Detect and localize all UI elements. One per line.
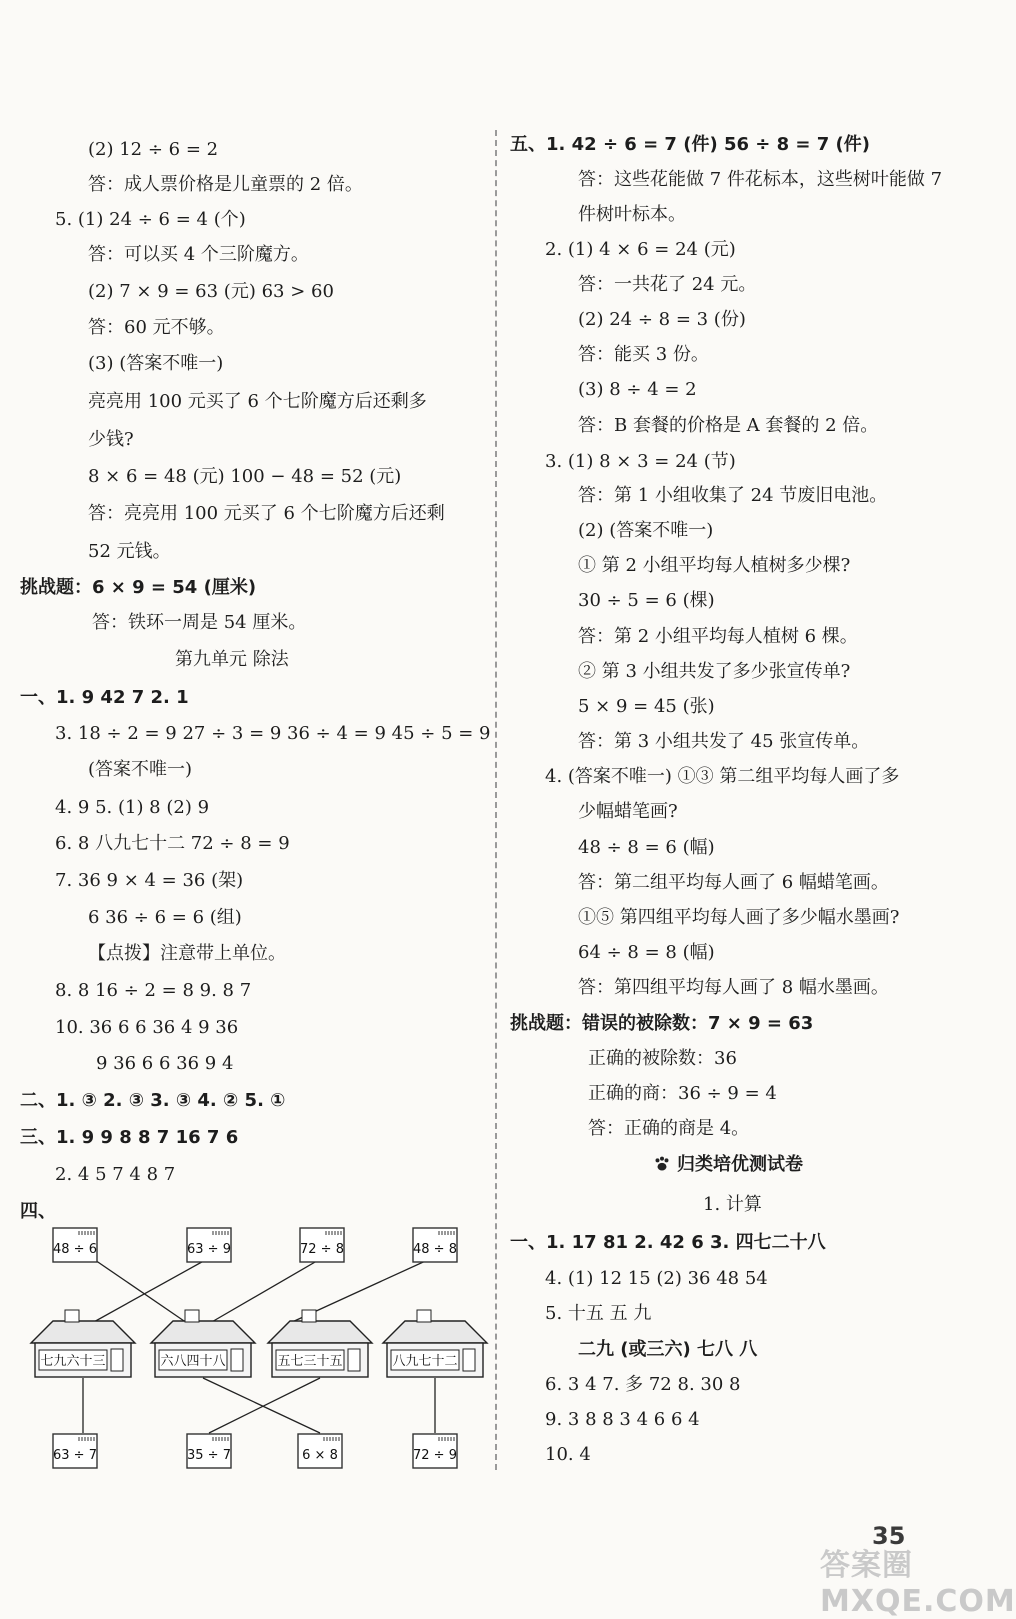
right-line: 3. (1) 8 × 3 = 24 (节) [545, 451, 736, 472]
bottom-card-text: 63 ÷ 7 [53, 1448, 97, 1463]
bottom-card [298, 1434, 342, 1468]
left-line: 四、 [20, 1201, 56, 1222]
top-card [53, 1228, 97, 1262]
left-line: 一、1. 9 42 7 2. 1 [20, 687, 189, 708]
left-line: 答：60 元不够。 [88, 317, 225, 338]
house [151, 1310, 255, 1377]
right-line: 10. 4 [545, 1444, 591, 1465]
right-line: 二九 (或三六) 七八 八 [578, 1339, 758, 1360]
right-line: 答：第 2 小组平均每人植树 6 棵。 [578, 626, 858, 647]
left-line: 6. 8 八九七十二 72 ÷ 8 = 9 [55, 833, 290, 854]
bottom-card-text: 72 ÷ 9 [413, 1448, 457, 1463]
left-line: 答：成人票价格是儿童票的 2 倍。 [88, 174, 363, 195]
right-line: 挑战题：错误的被除数：7 × 9 = 63 [510, 1013, 814, 1034]
house [268, 1310, 372, 1377]
right-line: 五、1. 42 ÷ 6 = 7 (件) 56 ÷ 8 = 7 (件) [510, 134, 870, 155]
right-line: 30 ÷ 5 = 6 (棵) [578, 590, 715, 611]
top-card [300, 1228, 344, 1262]
left-line: (答案不唯一) [88, 759, 193, 780]
bottom-card [413, 1434, 457, 1468]
right-line: 4. (答案不唯一) ①③ 第二组平均每人画了多 [545, 766, 900, 787]
right-line: 5 × 9 = 45 (张) [578, 696, 715, 717]
left-line: 7. 36 9 × 4 = 36 (架) [55, 870, 244, 891]
connector-lines [83, 1258, 435, 1433]
left-line: 亮亮用 100 元买了 6 个七阶魔方后还剩多 [88, 391, 427, 412]
right-line: (3) 8 ÷ 4 = 2 [578, 379, 697, 400]
left-line: 【点拨】注意带上单位。 [88, 943, 286, 964]
right-line: 一、1. 17 81 2. 42 6 3. 四七二十八 [510, 1232, 826, 1253]
left-line: (2) 12 ÷ 6 = 2 [88, 139, 219, 160]
right-line: 4. (1) 12 15 (2) 36 48 54 [545, 1268, 768, 1289]
left-line: (2) 7 × 9 = 63 (元) 63 > 60 [88, 281, 334, 302]
left-line: 三、1. 9 9 8 8 7 16 7 6 [20, 1127, 239, 1148]
unit-heading: 第九单元 除法 [175, 649, 289, 670]
left-line: 二、1. ③ 2. ③ 3. ③ 4. ② 5. ① [20, 1090, 286, 1111]
page-number: 35 [872, 1522, 906, 1550]
right-line: (2) 24 ÷ 8 = 3 (份) [578, 309, 746, 330]
left-line: 8. 8 16 ÷ 2 = 8 9. 8 7 [55, 980, 252, 1001]
house [383, 1310, 487, 1377]
right-line: 9. 3 8 8 3 4 6 6 4 [545, 1409, 700, 1430]
top-card-text: 63 ÷ 9 [187, 1242, 231, 1257]
house-label: 八九七十二 [392, 1354, 458, 1369]
right-line: 6. 3 4 7. 多 72 8. 30 8 [545, 1374, 741, 1395]
paw-icon [653, 1155, 671, 1173]
right-line: 答：能买 3 份。 [578, 344, 709, 365]
right-line: 答：这些花能做 7 件花标本，这些树叶能做 7 [578, 169, 943, 190]
right-line: 答：第 1 小组收集了 24 节废旧电池。 [578, 485, 888, 506]
left-line: 2. 4 5 7 4 8 7 [55, 1164, 176, 1185]
right-line: 正确的商：36 ÷ 9 = 4 [588, 1083, 777, 1104]
left-line: 10. 36 6 6 36 4 9 36 [55, 1017, 239, 1038]
left-line: 6 36 ÷ 6 = 6 (组) [88, 907, 242, 928]
bottom-card-text: 6 × 8 [302, 1448, 338, 1463]
bottom-card-text: 35 ÷ 7 [187, 1448, 231, 1463]
right-line: 2. (1) 4 × 6 = 24 (元) [545, 239, 736, 260]
watermark: 答案圈 MXQE.COM [820, 1548, 1016, 1619]
right-line: 答：正确的商是 4。 [588, 1118, 750, 1139]
right-line: 答：第四组平均每人画了 8 幅水墨画。 [578, 977, 889, 998]
top-card-text: 48 ÷ 8 [413, 1242, 457, 1257]
right-line: (2) (答案不唯一) [578, 520, 714, 541]
column-divider [495, 130, 497, 1470]
left-line: 少钱? [88, 429, 134, 450]
left-line: 5. (1) 24 ÷ 6 = 4 (个) [55, 209, 246, 230]
bottom-card [53, 1434, 97, 1468]
right-line: 答：第二组平均每人画了 6 幅蜡笔画。 [578, 872, 889, 893]
house [31, 1310, 135, 1377]
right-line: ①⑤ 第四组平均每人画了多少幅水墨画? [578, 907, 900, 928]
right-line: 64 ÷ 8 = 8 (幅) [578, 942, 715, 963]
top-card [413, 1228, 457, 1262]
left-line: 52 元钱。 [88, 541, 171, 562]
matching-diagram [15, 1218, 485, 1480]
house-label: 六八四十八 [160, 1354, 226, 1369]
right-line: 件树叶标本。 [578, 204, 686, 225]
right-line: ① 第 2 小组平均每人植树多少棵? [578, 555, 851, 576]
left-line: 4. 9 5. (1) 8 (2) 9 [55, 797, 210, 818]
right-line: 答：一共花了 24 元。 [578, 274, 757, 295]
left-line: 答：亮亮用 100 元买了 6 个七阶魔方后还剩 [88, 503, 445, 524]
house-label: 五七三十五 [277, 1354, 343, 1369]
left-line: 答：可以买 4 个三阶魔方。 [88, 244, 309, 265]
top-card [187, 1228, 231, 1262]
bottom-card [187, 1434, 231, 1468]
left-line: 挑战题：6 × 9 = 54 (厘米) [20, 577, 257, 598]
right-line: ② 第 3 小组共发了多少张宣传单? [578, 661, 851, 682]
right-line: 5. 十五 五 九 [545, 1303, 652, 1324]
section-subtitle: 1. 计算 [703, 1194, 762, 1215]
left-line: 8 × 6 = 48 (元) 100 − 48 = 52 (元) [88, 466, 402, 487]
left-line: (3) (答案不唯一) [88, 353, 224, 374]
top-card-text: 72 ÷ 8 [300, 1242, 344, 1257]
right-line: 答：第 3 小组共发了 45 张宣传单。 [578, 731, 870, 752]
right-line: 答：B 套餐的价格是 A 套餐的 2 倍。 [578, 415, 879, 436]
house-label: 七九六十三 [40, 1354, 106, 1369]
right-line: 正确的被除数：36 [588, 1048, 737, 1069]
top-card-text: 48 ÷ 6 [53, 1242, 97, 1257]
section-title [653, 1150, 803, 1176]
left-line: 9 36 6 6 36 9 4 [96, 1053, 234, 1074]
left-line: 3. 18 ÷ 2 = 9 27 ÷ 3 = 9 36 ÷ 4 = 9 45 ÷ 5 = 9 [55, 723, 491, 744]
left-line: 答：铁环一周是 54 厘米。 [92, 612, 307, 633]
right-line: 少幅蜡笔画? [578, 801, 678, 822]
right-line: 48 ÷ 8 = 6 (幅) [578, 837, 715, 858]
section-title-text: 归类培优测试卷 [677, 1154, 803, 1175]
